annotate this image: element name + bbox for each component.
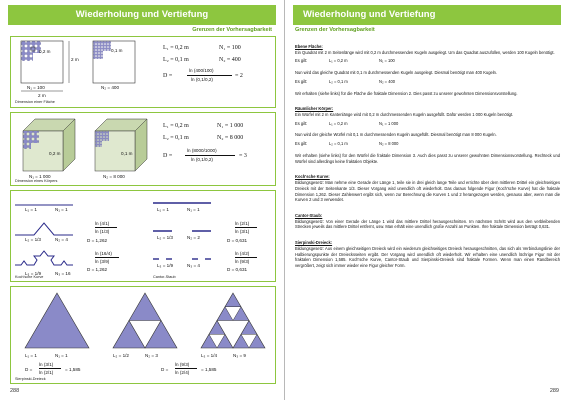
page-header: Wiederholung und Vertiefung: [8, 5, 276, 25]
panel-area-dimension: [10, 36, 276, 108]
formula-n1-cube: N₁ = 1 000: [217, 123, 244, 129]
caption-area: Dimension einer Fläche: [15, 100, 55, 104]
sierp-l1: L₁ = 1: [25, 353, 37, 358]
text-column: [295, 44, 560, 272]
ebene-paragraph-3: Wir erhalten (siehe links) für die Fläche die fraktale Dimension 2. Dies passt zu unserer gewohnten Dimensionsvorstellung.: [295, 90, 518, 96]
formula-l2: L₂ = 0,1 m: [163, 57, 189, 63]
formula-l1-cube: L₁ = 0,2 m: [163, 123, 189, 129]
sierp-d2-lhs: D =: [161, 367, 169, 372]
formula-d-num: ln (400/100): [189, 68, 214, 73]
beads-square-coarse: [21, 41, 81, 101]
sierp-d1-lhs: D =: [25, 367, 33, 372]
cantor-l2: L₂ = 1/3: [157, 235, 173, 240]
sierp-d1-num: ln (3/1): [39, 362, 54, 367]
koch-l1: L₁ = 1: [25, 207, 37, 212]
page-number-right: 289: [549, 388, 559, 394]
cantor-line-1: [153, 199, 213, 207]
raum-equation-2: Es gilt: L₂ = 0,1 m N₂ = 8 000: [295, 141, 399, 147]
sierp-l2: L₂ = 1/2: [113, 353, 129, 358]
cantor-n3: N₃ = 4: [187, 263, 200, 268]
formula-d-den-cube: ln (0,1/0,2): [191, 157, 213, 162]
sierp-n2: N₂ = 3: [145, 353, 158, 358]
formula-n2-cube: N₂ = 8 000: [217, 135, 244, 141]
label-0-1m: 0,1 m: [111, 48, 123, 53]
label-n2-cube: N₂ = 8 000: [103, 174, 125, 179]
sierp-n1: N₁ = 1: [55, 353, 68, 358]
koch-paragraph: Bildungsgesetz: Man nehme eine Gerade der Länge 1, teile sie in drei gleich lange Teile und errichte über dem mittleren Drittel ein gleichseitiges Dreieck mit der Seitenkante 1/3. Dieser Vorgang wird unendlich oft wiederholt. Das daraus folgende Figur (Koch'sche Kurve) hat die fraktale Dimension 1,262. Dieser Zahlenwert ergibt sich, wenn zur Berechnung die Kurven 1 und 2 herangezogen werden, genauso aber, wenn man die Kurven 2 und 3 verwendet.: [295, 180, 560, 203]
label-2m-side: 2 m: [71, 57, 79, 62]
koch-l2: L₂ = 1/3: [25, 237, 41, 242]
cantor-line-2: [153, 227, 213, 235]
formula-d-lhs: D =: [163, 73, 173, 79]
left-page: [0, 0, 284, 400]
formula-d-num-cube: ln (8000/1000): [187, 148, 217, 153]
koch-n2: N₂ = 4: [55, 237, 68, 242]
koch-l3: L₃ = 1/9: [25, 271, 42, 276]
cantor-d2-num: ln (4/2): [235, 251, 250, 256]
sierp-d2-num: ln (9/3): [175, 362, 190, 367]
koch-n3: N₃ = 16: [55, 271, 71, 276]
cantor-l3: L₃ = 1/9: [157, 263, 174, 268]
sierpinski-level-1: [25, 293, 89, 349]
formula-l2-cube: L₂ = 0,1 m: [163, 135, 189, 141]
sierp-d1-den: ln (2/1): [39, 370, 54, 375]
section-title-raum: Räumlicher Körper:: [295, 106, 334, 112]
page-subheader: Grenzen der Vorhersagbarkeit: [192, 27, 272, 33]
koch-curve-3: [15, 249, 75, 269]
label-n1-square: N₁ = 100: [27, 85, 45, 90]
koch-d2-den: ln (3/9): [95, 259, 110, 264]
koch-d1-res: D = 1,262: [87, 238, 108, 243]
caption-sierpinski: Sierpinski-Dreieck: [15, 377, 46, 381]
sierp-l3: L₃ = 1/4: [201, 353, 218, 358]
sierp-d1-res: = 1,585: [65, 367, 81, 372]
ebene-paragraph-1: Ein Quadrat mit 2 m Seitenlänge wird mit 0,2 m durchmessenden Kugeln ausgelegt. Um das Quadrat auszufüllen, werden 100 Kugeln benötigt.: [295, 49, 555, 55]
right-page: [285, 0, 569, 400]
cantor-n1: N₁ = 1: [187, 207, 200, 212]
caption-solid: Dimension eines Körpers: [15, 179, 58, 183]
label-0-2m-cube: 0,2 m: [49, 151, 61, 156]
caption-koch: Koch'sche Kurve: [15, 275, 44, 279]
label-0-1m-cube: 0,1 m: [121, 151, 133, 156]
panel-koch-cantor: [10, 190, 276, 282]
label-2m-bottom: 2 m: [38, 93, 46, 98]
formula-l1: L₁ = 0,2 m: [163, 45, 189, 51]
raum-paragraph-1: Ein Würfel mit 2 m Kantenlänge wird mit 0,2 m durchmessenden Kugeln ausgefüllt. Dafür werden 1 000 Kugeln benötigt.: [295, 112, 514, 118]
cube-coarse: [23, 119, 78, 174]
sierpinski-paragraph: Bildungsgesetz: Aus einem gleichseitigen Dreieck wird ein wiederum gleichseitiges Dreieck herausgeschnitten, das sich als Verbindungslinie der Halbierungspunkte der Dreiecksseiten ergibt. Der Vorgang wird unendlich oft wiederholt. Wir erhalten eine unendlich löchrige Figur mit der fraktalen Dimension 1,585. Koch'sche Kurve, Cantor-Staub und Sierpinski-Dreieck sind fraktale Formen. Wenn man einen Randbereich vergrößert, zeigt sich immer wieder eine Figur gleicher Form.: [295, 245, 560, 268]
panel-solid-dimension: [10, 112, 276, 186]
sierp-n3: N₃ = 9: [233, 353, 246, 358]
koch-d2-num: ln (16/4): [95, 251, 112, 256]
raum-paragraph-3: Wir erhalten (siehe links) für den Würfel die fraktale Dimension 3. Auch dies passt zu unserer gewohnten Dimensionsvorstellung. Rechteck und Würfel sind allerdings keine fraktalen Objekte.: [295, 152, 560, 164]
sierp-d2-den: ln (2/4): [175, 370, 190, 375]
cantor-n2: N₂ = 2: [187, 235, 200, 240]
cantor-d1-num: ln (2/1): [235, 221, 250, 226]
ebene-paragraph-2: Nun wird das gleiche Quadrat mit 0,1 m durchmessenden Kugeln ausgelegt. Diesmal benötigt man 400 Kugeln.: [295, 70, 498, 76]
page-header: Wiederholung und Vertiefung: [293, 5, 561, 25]
cantor-d1-den: ln (3/1): [235, 229, 250, 234]
koch-d1-num: ln (4/1): [95, 221, 110, 226]
sierpinski-level-2: [113, 293, 177, 349]
formula-n2: N₂ = 400: [219, 57, 241, 63]
koch-d2-res: D = 1,262: [87, 267, 108, 272]
cantor-l1: L₁ = 1: [157, 207, 169, 212]
ebene-equation-2: Es gilt: L₂ = 0,1 m N₂ = 400: [295, 78, 396, 84]
cantor-paragraph: Bildungsgesetz: Von einer Gerade der Länge 1 wird das mittlere Drittel herausgeschnitten. Im nächsten Schritt wird aus den verbleibenden Strecken jeweils das mittlere Drittel entfernt, usw. Man erhält eine unendlich große Anzahl an Punkten. Ihre fraktale Dimension beträgt 0,631.: [295, 218, 560, 230]
koch-n1: N₁ = 1: [55, 207, 68, 212]
cantor-line-3: [153, 255, 213, 263]
section-title-sierpinski: Sierpinski-Dreieck:: [295, 240, 333, 246]
formula-d-result: = 2: [235, 73, 243, 79]
koch-d1-den: ln (1/3): [95, 229, 110, 234]
raum-paragraph-2: Nun wird der gleiche Würfel mit 0,1 m durchmessenden Kugeln ausgefüllt. Diesmal benötigt man 8 000 Kugeln.: [295, 132, 497, 138]
formula-d-lhs-cube: D =: [163, 153, 173, 159]
cantor-d2-res: D = 0,631: [227, 267, 248, 272]
label-n2-square: N₂ = 400: [101, 85, 120, 90]
koch-curve-2: [15, 219, 75, 239]
panel-sierpinski: [10, 286, 276, 384]
raum-equation-1: Es gilt: L₁ = 0,2 m N₁ = 1 000: [295, 120, 399, 126]
section-title-ebene: Ebene Fläche:: [295, 44, 323, 49]
ebene-equation-1: Es gilt: L₁ = 0,2 m N₁ = 100: [295, 58, 395, 64]
sierpinski-level-3: [201, 293, 265, 349]
caption-cantor: Cantor-Staub: [153, 275, 176, 279]
cantor-d1-res: D = 0,631: [227, 238, 248, 243]
page-number-left: 288: [10, 388, 20, 394]
page-subheader: Grenzen der Vorhersagbarkeit: [295, 27, 375, 33]
formula-d-result-cube: = 3: [239, 153, 247, 159]
formula-n1: N₁ = 100: [219, 45, 241, 51]
cantor-d2-den: ln (9/3): [235, 259, 250, 264]
section-title-koch: Koch'sche Kurve:: [295, 174, 330, 180]
section-title-cantor: Cantor-Staub:: [295, 212, 323, 218]
formula-d-den: ln (0,1/0,2): [191, 77, 213, 82]
sierp-d2-res: = 1,585: [201, 367, 217, 372]
label-n1-cube: N₁ = 1 000: [29, 174, 51, 179]
label-0-2m: 0,2 m: [39, 49, 51, 54]
cube-fine: [95, 119, 150, 174]
